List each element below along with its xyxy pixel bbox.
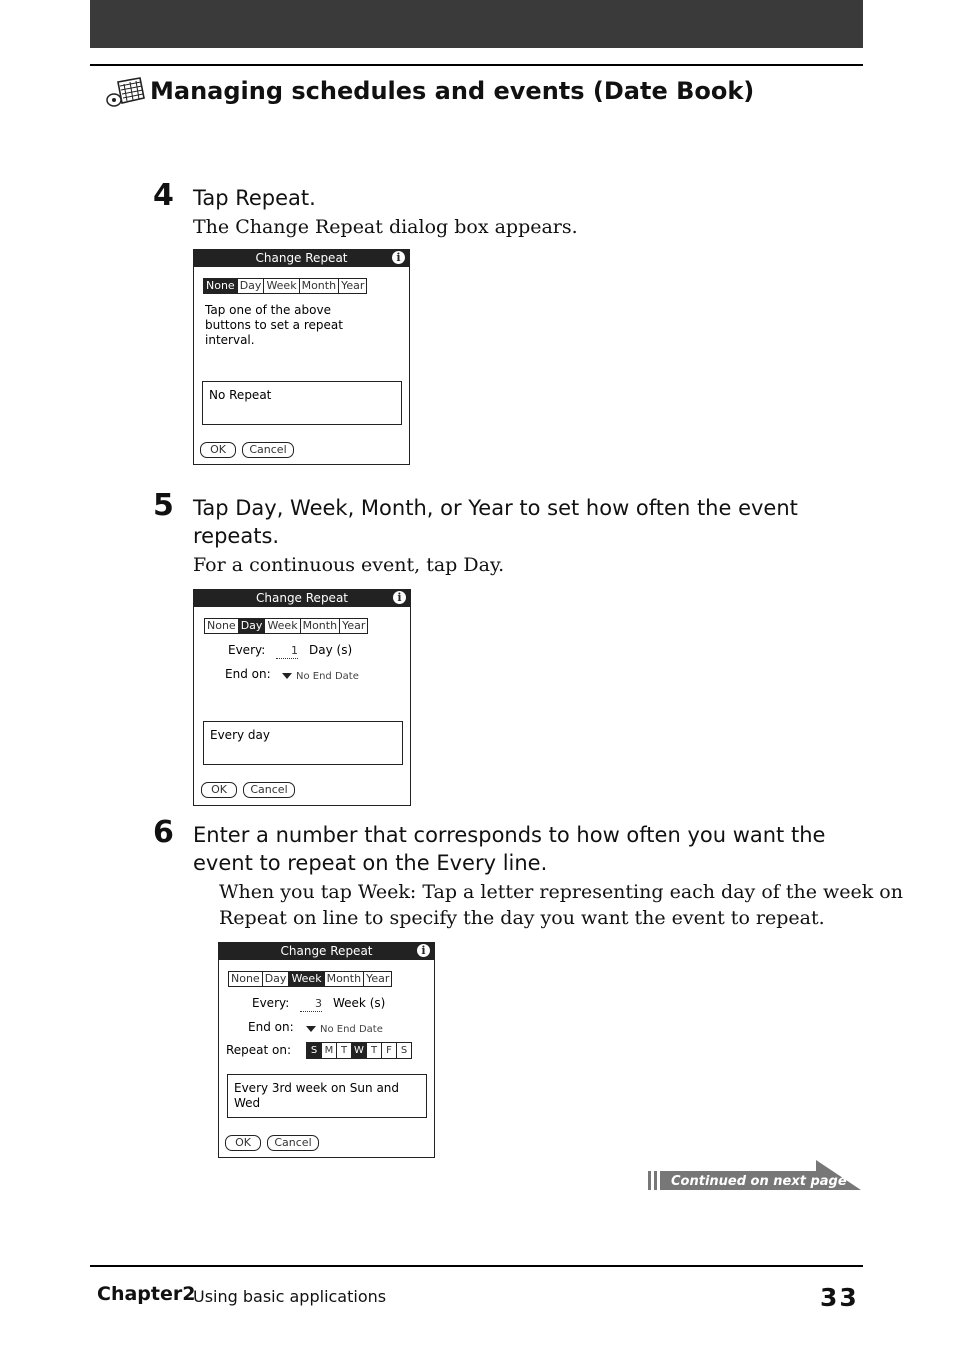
repeat-tabs (204, 618, 368, 634)
header-bar (90, 0, 863, 48)
step-body: The Change Repeat dialog box appears. (193, 216, 578, 238)
dialog-title: Change Repeat (256, 591, 348, 605)
footer-rule (90, 1265, 863, 1267)
change-repeat-dialog (193, 589, 411, 806)
end-date-value[interactable]: No End Date (296, 671, 359, 682)
end-date-selector[interactable] (282, 668, 359, 684)
tab-week[interactable]: Week (289, 972, 324, 986)
weekday-thu[interactable]: T (367, 1043, 382, 1058)
repeat-tabs (228, 971, 392, 987)
step-number: 6 (153, 815, 174, 850)
tab-day[interactable]: Day (238, 279, 265, 293)
repeat-unit: Week (s) (333, 996, 386, 1010)
step-heading: Tap Repeat. (193, 186, 316, 210)
step-heading-line: event to repeat on the Every line. (193, 851, 548, 875)
step-body-line: When you tap Week: Tap a letter representing each day of the week on (219, 881, 903, 903)
every-label: Every: (252, 996, 290, 1010)
page-number: 33 (820, 1283, 859, 1312)
tab-none[interactable]: None (205, 619, 239, 633)
continued-marker (646, 1160, 862, 1192)
tab-month[interactable]: Month (300, 279, 339, 293)
header-rule (90, 64, 863, 66)
tab-day[interactable]: Day (239, 619, 266, 633)
tab-month[interactable]: Month (301, 619, 340, 633)
footer-chapter: Chapter2 (97, 1283, 196, 1305)
step-body-line: Repeat on line to specify the day you want the event to repeat. (219, 907, 825, 929)
dialog-title: Change Repeat (280, 944, 373, 958)
end-on-label: End on: (248, 1020, 294, 1034)
tab-week[interactable]: Week (264, 279, 299, 293)
dropdown-arrow-icon[interactable] (282, 673, 292, 679)
tab-month[interactable]: Month (325, 972, 364, 986)
tab-none[interactable]: None (229, 972, 263, 986)
end-date-selector[interactable] (306, 1021, 383, 1037)
every-value[interactable]: 3 (300, 996, 322, 1012)
repeat-summary-box (203, 721, 403, 765)
weekday-sun[interactable]: S (307, 1043, 322, 1058)
every-field[interactable] (300, 996, 322, 1012)
every-value[interactable]: 1 (276, 643, 298, 659)
instruction-line: buttons to set a repeat (205, 318, 343, 332)
weekday-tue[interactable]: T (337, 1043, 352, 1058)
ok-button[interactable]: OK (201, 782, 237, 798)
footer-section: Using basic applications (193, 1287, 387, 1306)
repeat-summary: Every day (210, 728, 270, 742)
cancel-button[interactable]: Cancel (267, 1135, 319, 1151)
instruction-line: Tap one of the above (205, 303, 331, 317)
tab-none[interactable]: None (204, 279, 238, 293)
dialog-title-bar (194, 250, 409, 267)
every-label: Every: (228, 643, 266, 657)
instruction-text (205, 303, 343, 348)
dropdown-arrow-icon[interactable] (306, 1026, 316, 1032)
repeat-summary-box (227, 1074, 427, 1118)
step-number: 5 (153, 488, 174, 523)
continued-text: Continued on next page (671, 1174, 847, 1189)
change-repeat-dialog (193, 249, 410, 465)
weekday-sat[interactable]: S (400, 1045, 408, 1056)
repeat-summary-line: Wed (234, 1096, 261, 1110)
instruction-line: interval. (205, 333, 255, 347)
repeat-summary (234, 1081, 399, 1111)
step-heading-line: Tap Day, Week, Month, or Year to set how often the event (193, 496, 798, 520)
cancel-button[interactable]: Cancel (242, 442, 294, 458)
info-icon[interactable]: i (393, 591, 406, 604)
end-date-value[interactable]: No End Date (320, 1024, 383, 1035)
repeat-unit: Day (s) (309, 643, 353, 657)
tab-week[interactable]: Week (265, 619, 300, 633)
cancel-button[interactable]: Cancel (243, 782, 295, 798)
tab-day[interactable]: Day (263, 972, 290, 986)
repeat-on-label: Repeat on: (226, 1043, 292, 1057)
ok-button[interactable]: OK (200, 442, 236, 458)
step-heading (193, 821, 825, 877)
step-heading-line: repeats. (193, 524, 280, 548)
repeat-summary-box (202, 381, 402, 425)
dialog-title: Change Repeat (255, 251, 348, 265)
repeat-summary: No Repeat (209, 388, 272, 402)
page-title: Managing schedules and events (Date Book) (150, 77, 755, 105)
tab-year[interactable]: Year (366, 972, 390, 985)
end-on-label: End on: (225, 667, 271, 681)
step-heading (193, 494, 798, 550)
step-number: 4 (153, 178, 174, 213)
dialog-title-bar (194, 590, 410, 607)
every-field[interactable] (276, 643, 298, 659)
repeat-tabs (203, 278, 367, 294)
weekday-wed[interactable]: W (352, 1043, 367, 1058)
step-body: For a continuous event, tap Day. (193, 554, 505, 576)
step-body (219, 879, 903, 931)
info-icon[interactable]: i (392, 251, 405, 264)
step-heading-line: Enter a number that corresponds to how often you want the (193, 823, 826, 847)
weekday-mon[interactable]: M (322, 1043, 337, 1058)
tab-year[interactable]: Year (341, 279, 365, 292)
tab-year[interactable]: Year (342, 619, 366, 632)
weekday-fri[interactable]: F (382, 1043, 397, 1058)
ok-button[interactable]: OK (225, 1135, 261, 1151)
change-repeat-dialog (218, 942, 435, 1158)
repeat-summary-line: Every 3rd week on Sun and (234, 1081, 400, 1095)
weekday-selector (306, 1042, 412, 1059)
date-book-icon (104, 76, 146, 108)
info-icon[interactable]: i (417, 944, 430, 957)
dialog-title-bar (219, 943, 434, 960)
